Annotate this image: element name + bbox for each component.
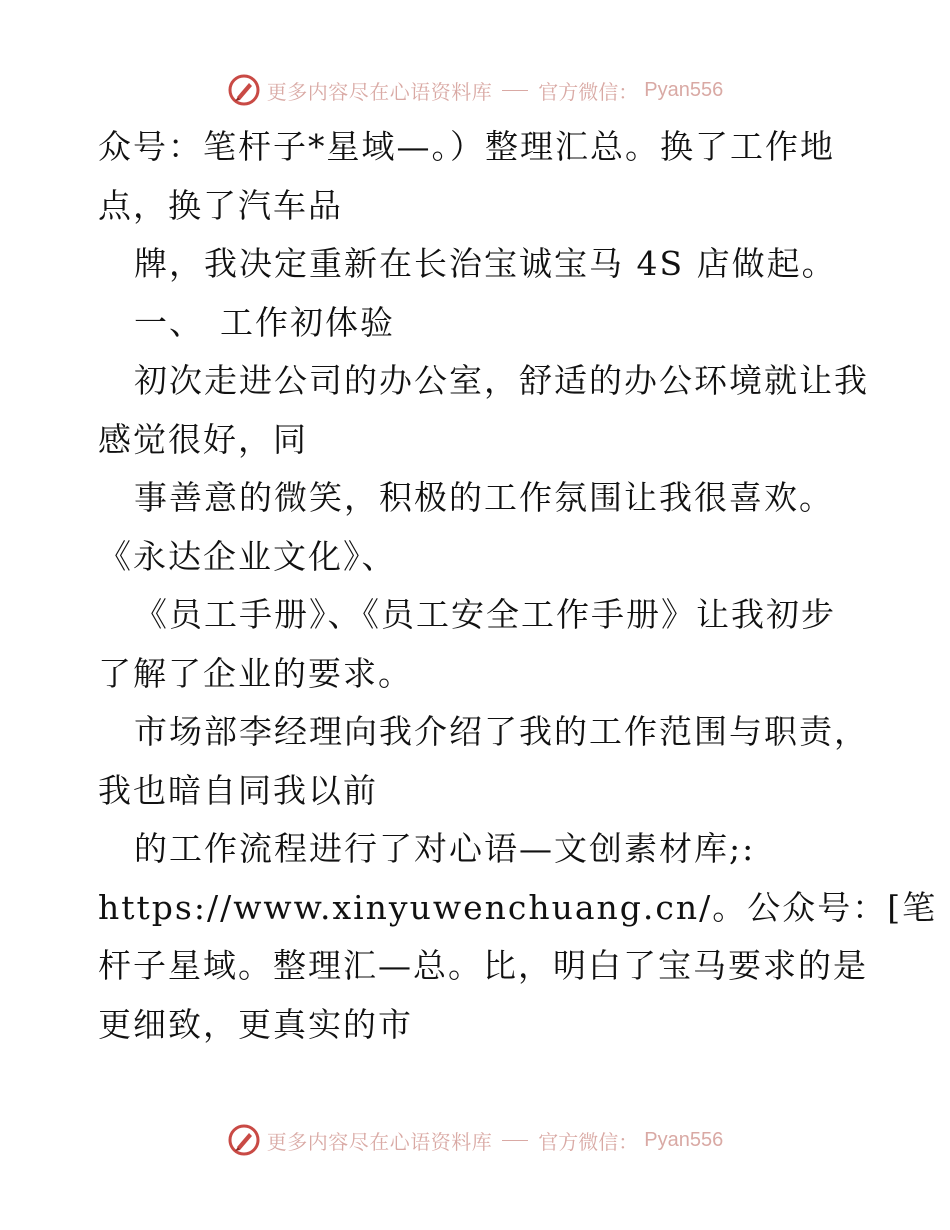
text-line: 感觉很好，同 [98,419,308,459]
text-line: 初次走进公司的办公室，舒适的办公环境就让我 [134,361,869,400]
text-line: 《永达企业文化》、 [98,536,397,576]
banner-wechat-label: 官方微信： [538,79,639,104]
text-line: 杆子星域。整理汇—总。比，明白了宝马要求的是 [98,946,868,985]
section-title: 工作初体验 [220,302,395,342]
banner-separator [502,90,528,91]
text-line: 的工作流程进行了对心语—文创素材库;: [134,829,756,868]
section-heading [98,294,868,353]
text-line: 更细致，更真实的市 [98,1004,413,1044]
banner-wechat-id: Pyan556 [644,78,724,101]
text-line-content: 牌，我决定重新在长治宝诚宝马 4S 店做起。 [134,244,837,283]
footer-banner [0,1120,950,1160]
banner-title: 更多内容尽在心语资料库 [266,79,493,104]
pen-logo-icon [227,1123,261,1157]
text-line: 我也暗自同我以前 [98,770,378,810]
text-line: 众号：笔杆子*星域—。）整理汇总。换了工作地 [98,127,835,166]
text-line: 《员工手册》、《员工安全工作手册》让我初步 [134,595,836,634]
pen-logo-icon [227,73,261,107]
banner-separator [502,1140,528,1141]
section-number: 一、 [134,302,204,342]
banner-inner [227,1123,723,1157]
banner-wechat-id: Pyan556 [644,1128,724,1151]
document-body [98,118,938,1054]
banner-inner [227,73,723,107]
text-line: 市场部李经理向我介绍了我的工作范围与职责， [134,712,869,751]
text-line: 了解了企业的要求。 [98,653,413,693]
banner-wechat-label: 官方微信： [538,1129,639,1154]
text-line [98,235,868,294]
text-line: 事善意的微笑，积极的工作氛围让我很喜欢。 [134,478,834,517]
header-banner [0,70,950,110]
banner-title: 更多内容尽在心语资料库 [266,1129,493,1154]
url-line: https://www.xinyuwenchuang.cn/。公众号：[笔 [98,887,938,927]
text-line: 点，换了汽车品 [98,185,343,225]
